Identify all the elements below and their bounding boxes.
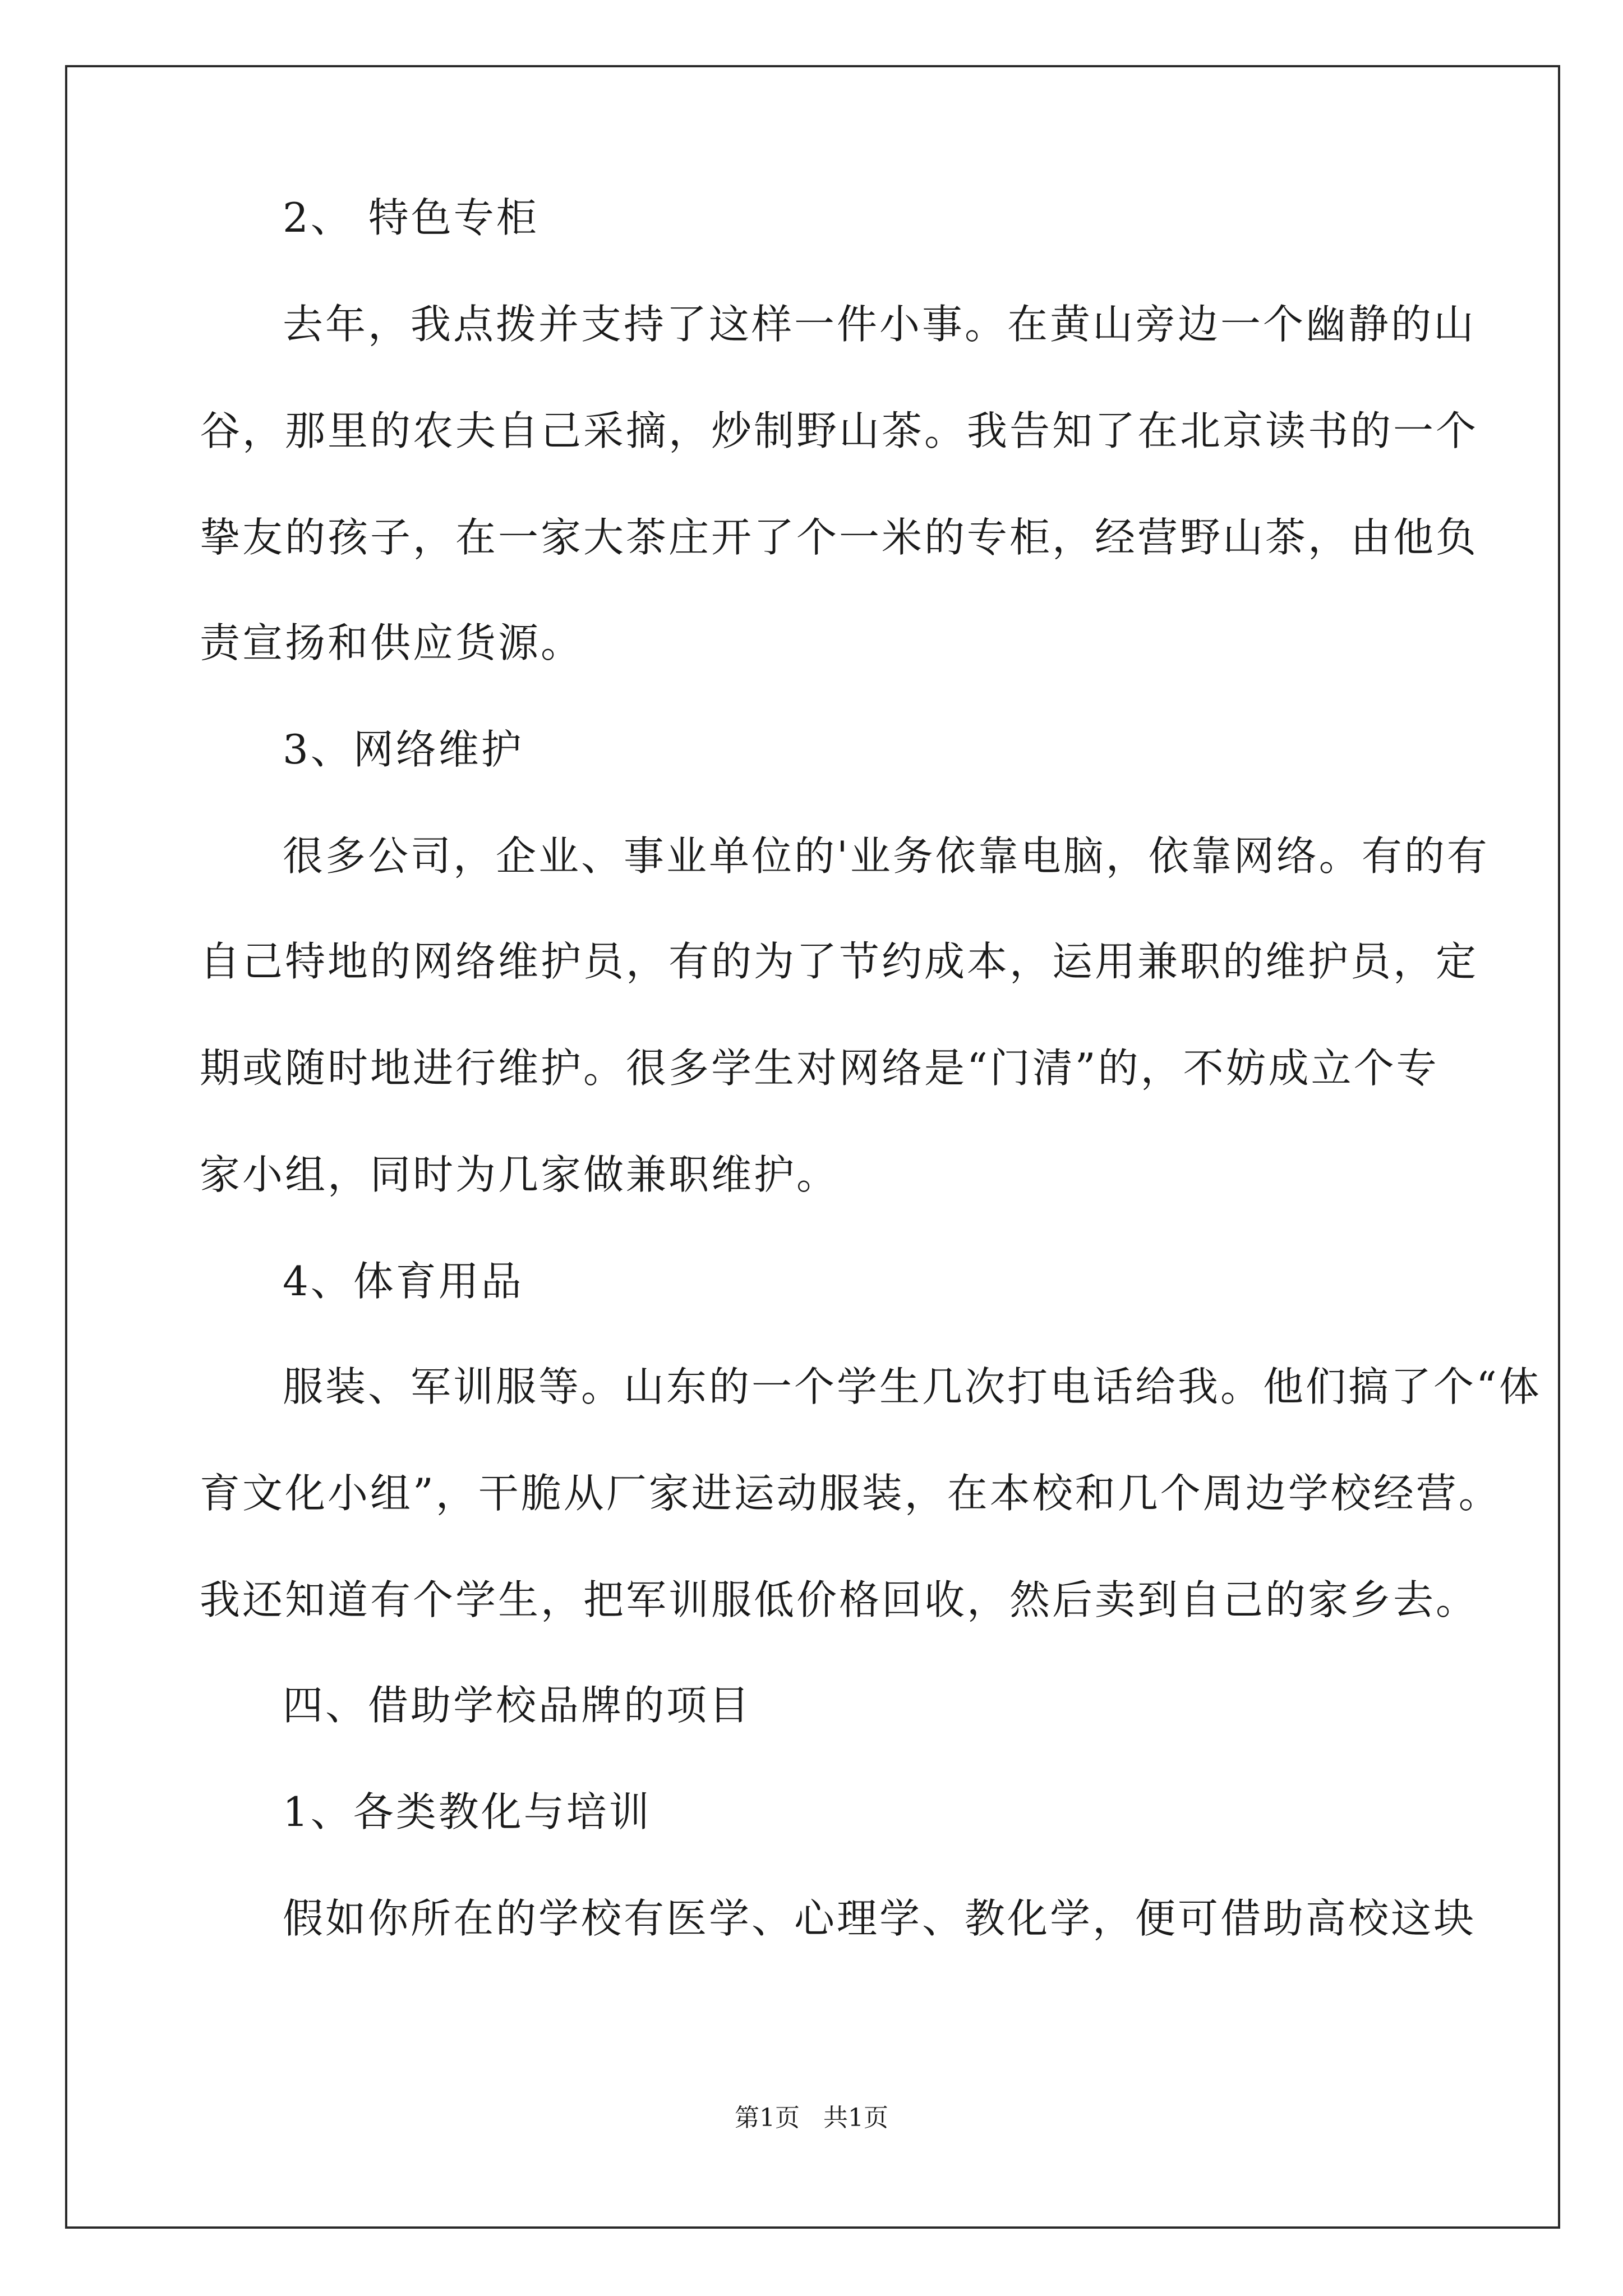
section-heading-training: 1、各类教化与培训 xyxy=(283,1788,652,1835)
paragraph-line: 很多公司，企业、事业单位的'业务依靠电脑，依靠网络。有的有 xyxy=(283,832,1490,880)
paragraph-line: 责宣扬和供应货源。 xyxy=(200,619,584,666)
section-heading-sports: 4、体育用品 xyxy=(283,1258,524,1305)
section-heading-network: 3、网络维护 xyxy=(283,726,524,773)
paragraph-line: 挚友的孩子，在一家大茶庄开了个一米的专柜，经营野山茶，由他负 xyxy=(200,514,1479,561)
paragraph-line: 育文化小组”，干脆从厂家进运动服装，在本校和几个周边学校经营。 xyxy=(200,1470,1501,1517)
page-number-current: 第1页 xyxy=(735,2104,800,2132)
paragraph-line: 期或随时地进行维护。很多学生对网络是“门清”的，不妨成立个专 xyxy=(200,1045,1439,1092)
section-heading-school-brand: 四、借助学校品牌的项目 xyxy=(283,1682,752,1729)
page-footer xyxy=(0,2101,1623,2135)
paragraph-line: 家小组，同时为几家做兼职维护。 xyxy=(200,1151,840,1198)
paragraph-line: 假如你所在的学校有医学、心理学、教化学，便可借助高校这块 xyxy=(283,1895,1477,1942)
paragraph-line: 谷，那里的农夫自己采摘，炒制野山茶。我告知了在北京读书的一个 xyxy=(200,407,1479,454)
paragraph-line: 服装、军训服等。山东的一个学生几次打电话给我。他们搞了个“体 xyxy=(283,1363,1542,1410)
paragraph-line: 去年，我点拨并支持了这样一件小事。在黄山旁边一个幽静的山 xyxy=(283,301,1477,348)
page-number-total: 共1页 xyxy=(823,2104,888,2132)
section-heading-special-counter: 2、 特色专柜 xyxy=(283,194,539,241)
paragraph-line: 自己特地的网络维护员，有的为了节约成本，运用兼职的维护员，定 xyxy=(200,938,1479,985)
paragraph-line: 我还知道有个学生，把军训服低价格回收，然后卖到自己的家乡去。 xyxy=(200,1576,1479,1623)
